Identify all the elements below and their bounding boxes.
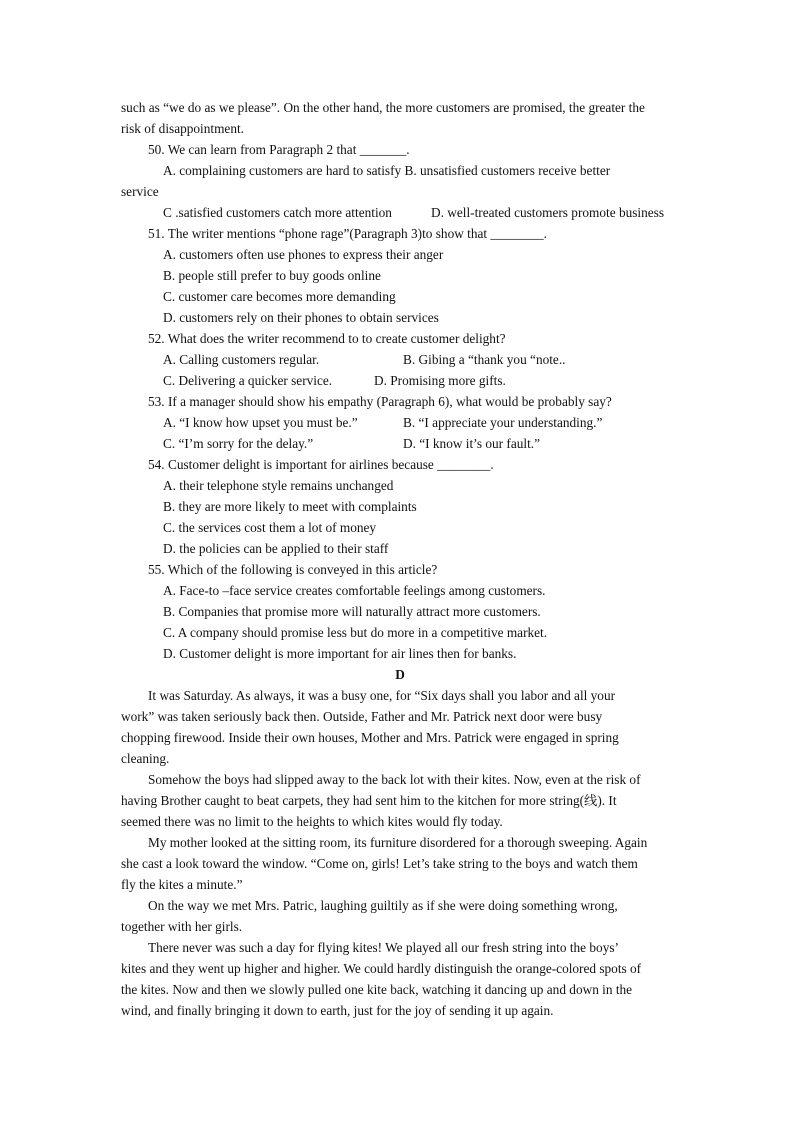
text-line: service (121, 184, 159, 199)
option-55-d: D. Customer delight is more important for air lines then for banks. (163, 646, 517, 661)
question-51: 51. The writer mentions “phone rage”(Paragraph 3)to show that ________. (148, 226, 547, 241)
option-52-a: A. Calling customers regular. (163, 352, 320, 367)
option-53-a: A. “I know how upset you must be.” (163, 415, 358, 430)
passage-line: wind, and finally bringing it down to earth, just for the joy of sending it up again. (121, 1003, 554, 1018)
passage-line: kites and they went up higher and higher. We could hardly distinguish the orange-colored spots of (121, 961, 642, 976)
option-52-b: B. Gibing a “thank you “note.. (403, 352, 566, 367)
passage-line: seemed there was no limit to the heights to which kites would fly today. (121, 814, 503, 829)
passage-line: together with her girls. (121, 919, 243, 934)
passage-line: cleaning. (121, 751, 170, 766)
option-54-c: C. the services cost them a lot of money (163, 520, 377, 535)
question-52: 52. What does the writer recommend to to create customer delight? (148, 331, 506, 346)
passage-line: It was Saturday. As always, it was a busy one, for “Six days shall you labor and all your (148, 688, 616, 703)
option-53-d: D. “I know it’s our fault.” (403, 436, 541, 451)
option-53-c: C. “I’m sorry for the delay.” (163, 436, 314, 451)
option-55-c: C. A company should promise less but do more in a competitive market. (163, 625, 548, 640)
option-50-d: D. well-treated customers promote business (431, 205, 665, 220)
option-55-a: A. Face-to –face service creates comfortable feelings among customers. (163, 583, 546, 598)
option-50-c: C .satisfied customers catch more attention (163, 205, 392, 220)
section-heading: D (395, 667, 405, 682)
option-50-ab: A. complaining customers are hard to satisfy B. unsatisfied customers receive better (163, 163, 611, 178)
option-51-d: D. customers rely on their phones to obtain services (163, 310, 439, 325)
question-53: 53. If a manager should show his empathy (Paragraph 6), what would be probably say? (148, 394, 612, 409)
option-51-c: C. customer care becomes more demanding (163, 289, 396, 304)
option-54-a: A. their telephone style remains unchanged (163, 478, 394, 493)
option-53-b: B. “I appreciate your understanding.” (403, 415, 603, 430)
option-52-d: D. Promising more gifts. (374, 373, 506, 388)
passage-line: chopping firewood. Inside their own houses, Mother and Mrs. Patrick were engaged in spring (121, 730, 619, 745)
text-line: such as “we do as we please”. On the other hand, the more customers are promised, the greater the (121, 100, 645, 115)
option-51-a: A. customers often use phones to express their anger (163, 247, 444, 262)
option-51-b: B. people still prefer to buy goods online (163, 268, 381, 283)
passage-line: she cast a look toward the window. “Come on, girls! Let’s take string to the boys and watch them (121, 856, 638, 871)
passage-line: work” was taken seriously back then. Outside, Father and Mr. Patrick next door were busy (121, 709, 603, 724)
option-54-b: B. they are more likely to meet with complaints (163, 499, 417, 514)
passage-line: fly the kites a minute.” (121, 877, 243, 892)
passage-line: On the way we met Mrs. Patric, laughing guiltily as if she were doing something wrong, (148, 898, 618, 913)
passage-line: the kites. Now and then we slowly pulled one kite back, watching it dancing up and down in the (121, 982, 633, 997)
passage-line: having Brother caught to beat carpets, they had sent him to the kitchen for more string(线). It (121, 793, 617, 808)
option-52-c: C. Delivering a quicker service. (163, 373, 333, 388)
passage-line: Somehow the boys had slipped away to the back lot with their kites. Now, even at the risk of (148, 772, 641, 787)
question-50: 50. We can learn from Paragraph 2 that _______. (148, 142, 410, 157)
passage-line: My mother looked at the sitting room, its furniture disordered for a thorough sweeping. Again (148, 835, 648, 850)
text-line: risk of disappointment. (121, 121, 244, 136)
option-54-d: D. the policies can be applied to their staff (163, 541, 389, 556)
passage-line: There never was such a day for flying kites! We played all our fresh string into the boys’ (148, 940, 619, 955)
question-54: 54. Customer delight is important for airlines because ________. (148, 457, 494, 472)
question-55: 55. Which of the following is conveyed in this article? (148, 562, 438, 577)
option-55-b: B. Companies that promise more will naturally attract more customers. (163, 604, 541, 619)
